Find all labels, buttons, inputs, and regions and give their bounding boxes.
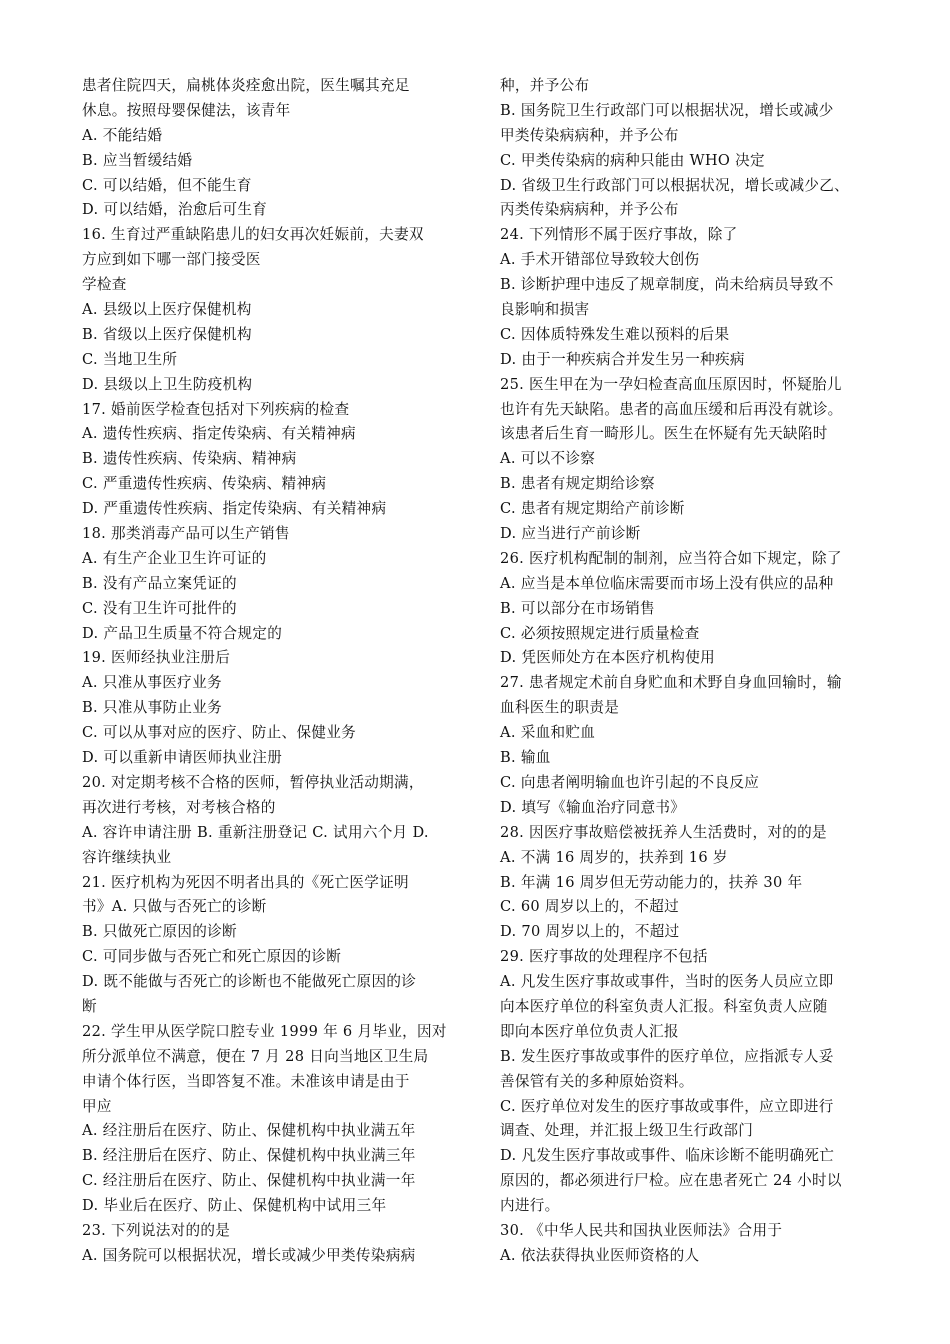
text-line: D. 凭医师处方在本医疗机构使用	[500, 649, 715, 667]
text-line: 18. 那类消毒产品可以生产销售	[82, 525, 290, 543]
text-line: 所分派单位不满意，便在 7 月 28 日向当地区卫生局	[82, 1047, 429, 1065]
text-line: 原因的，都必须进行尸检。应在患者死亡 24 小时以	[500, 1172, 842, 1190]
text-line: A. 手术开错部位导致较大创伤	[500, 251, 700, 269]
text-line: D. 既不能做与否死亡的诊断也不能做死亡原因的诊	[82, 973, 417, 991]
text-line: C. 经注册后在医疗、防止、保健机构中执业满一年	[82, 1172, 416, 1190]
text-line: D. 由于一种疾病合并发生另一种疾病	[500, 350, 745, 368]
text-line: A. 凡发生医疗事故或事件，当时的医务人员应立即	[500, 973, 834, 991]
text-line: D. 70 周岁以上的，不超过	[500, 923, 680, 941]
text-line: 容许继续执业	[82, 848, 172, 866]
text-line: D. 产品卫生质量不符合规定的	[82, 624, 283, 642]
text-line: B. 可以部分在市场销售	[500, 599, 655, 617]
text-line: D. 县级以上卫生防疫机构	[82, 375, 253, 393]
text-line: B. 应当暂缓结婚	[82, 151, 193, 169]
text-line: 断	[82, 997, 97, 1015]
text-line: A. 应当是本单位临床需要而市场上没有供应的品种	[500, 574, 834, 592]
text-line: 17. 婚前医学检查包括对下列疾病的检查	[82, 400, 350, 418]
text-line: 16. 生育过严重缺陷患儿的妇女再次妊娠前，夫妻双	[82, 226, 424, 244]
text-line: 29. 医疗事故的处理程序不包括	[500, 948, 708, 966]
text-line: A. 容许申请注册 B. 重新注册登记 C. 试用六个月 D.	[82, 823, 429, 841]
text-line: A. 县级以上医疗保健机构	[82, 301, 252, 319]
text-line: B. 只准从事防止业务	[82, 699, 223, 717]
text-line: B. 年满 16 周岁但无劳动能力的，扶养 30 年	[500, 873, 803, 891]
text-line: 血科医生的职责是	[500, 699, 620, 717]
text-line: 申请个体行医，当即答复不准。未准该申请是由于	[82, 1072, 410, 1090]
text-line: D. 填写《输血治疗同意书》	[500, 798, 686, 816]
text-line: 学检查	[82, 276, 127, 294]
text-line: C. 可以从事对应的医疗、防止、保健业务	[82, 724, 357, 742]
text-line: B. 患者有规定期给诊察	[500, 475, 655, 493]
text-line: 书》A. 只做与否死亡的诊断	[82, 898, 267, 916]
text-line: A. 可以不诊察	[500, 450, 596, 468]
text-line: D. 凡发生医疗事故或事件、临床诊断不能明确死亡	[500, 1147, 835, 1165]
text-line: B. 国务院卫生行政部门可以根据状况，增长或减少	[500, 101, 834, 119]
text-line: C. 可同步做与否死亡和死亡原因的诊断	[82, 948, 342, 966]
text-line: B. 只做死亡原因的诊断	[82, 923, 237, 941]
text-line: 再次进行考核，对考核合格的	[82, 798, 276, 816]
text-line: 也许有先天缺陷。患者的高血压缓和后再没有就诊。	[500, 400, 843, 418]
text-line: 丙类传染病病种，并予公布	[500, 201, 679, 219]
text-line: C. 60 周岁以上的，不超过	[500, 898, 679, 916]
text-line: 即向本医疗单位负责人汇报	[500, 1022, 679, 1040]
text-line: A. 经注册后在医疗、防止、保健机构中执业满五年	[82, 1122, 416, 1140]
text-line: 种，并予公布	[500, 77, 590, 94]
document-page	[0, 74, 950, 1324]
text-line: C. 当地卫生所	[82, 350, 178, 368]
text-line: 方应到如下哪一部门接受医	[82, 251, 261, 269]
text-line: C. 医疗单位对发生的医疗事故或事件，应立即进行	[500, 1097, 834, 1115]
text-line: 患者住院四天，扁桃体炎痊愈出院，医生嘱其充足	[82, 77, 410, 94]
text-line: D. 省级卫生行政部门可以根据状况，增长或减少乙、	[500, 176, 850, 194]
text-line: B. 发生医疗事故或事件的医疗单位，应指派专人妥	[500, 1047, 834, 1065]
text-line: D. 严重遗传性疾病、指定传染病、有关精神病	[82, 500, 387, 518]
text-line: A. 不能结婚	[82, 126, 163, 144]
text-line: A. 遗传性疾病、指定传染病、有关精神病	[82, 425, 356, 443]
text-line: 25. 医生甲在为一孕妇检查高血压原因时，怀疑胎儿	[500, 375, 842, 393]
text-line: D. 应当进行产前诊断	[500, 525, 641, 543]
text-line: B. 经注册后在医疗、防止、保健机构中执业满三年	[82, 1147, 416, 1165]
text-line: 调查、处理，并汇报上级卫生行政部门	[500, 1122, 754, 1140]
text-line: B. 输血	[500, 749, 551, 767]
text-line: A. 不满 16 周岁的，扶养到 16 岁	[500, 848, 728, 866]
text-line: C. 向患者阐明输血也许引起的不良反应	[500, 773, 760, 791]
text-line: 休息。按照母婴保健法，该青年	[82, 101, 291, 119]
text-line: 27. 患者规定术前自身贮血和术野自身血回输时，输	[500, 674, 842, 692]
text-line: A. 只准从事医疗业务	[82, 674, 222, 692]
text-line: 向本医疗单位的科室负责人汇报。科室负责人应随	[500, 997, 828, 1015]
text-line: 20. 对定期考核不合格的医师，暂停执业活动期满，	[82, 773, 424, 791]
text-line: C. 没有卫生许可批件的	[82, 599, 237, 617]
text-line: C. 因体质特殊发生难以预料的后果	[500, 325, 730, 343]
text-line: B. 没有产品立案凭证的	[82, 574, 237, 592]
text-line: 19. 医师经执业注册后	[82, 649, 231, 667]
text-line: 甲应	[82, 1097, 112, 1115]
text-line: C. 甲类传染病的病种只能由 WHO 决定	[500, 151, 765, 169]
text-line: A. 采血和贮血	[500, 724, 596, 742]
text-line: B. 省级以上医疗保健机构	[82, 325, 252, 343]
text-line: B. 诊断护理中违反了规章制度，尚未给病员导致不	[500, 276, 834, 294]
text-line: C. 患者有规定期给产前诊断	[500, 500, 685, 518]
text-line: 善保管有关的多种原始资料。	[500, 1072, 694, 1090]
text-line: C. 严重遗传性疾病、传染病、精神病	[82, 475, 327, 493]
text-line: 22. 学生甲从医学院口腔专业 1999 年 6 月毕业，因对	[82, 1022, 447, 1040]
text-line: A. 有生产企业卫生许可证的	[82, 549, 267, 567]
text-line: 24. 下列情形不属于医疗事故，除了	[500, 226, 738, 244]
text-line: D. 毕业后在医疗、防止、保健机构中试用三年	[82, 1197, 387, 1215]
text-line: C. 必须按照规定进行质量检查	[500, 624, 700, 642]
text-line: 28. 因医疗事故赔偿被抚养人生活费时，对的的是	[500, 823, 827, 841]
text-line: A. 国务院可以根据状况，增长或减少甲类传染病病	[82, 1246, 416, 1264]
text-line: A. 依法获得执业医师资格的人	[500, 1246, 700, 1264]
text-line: C. 可以结婚，但不能生育	[82, 176, 252, 194]
left-column	[82, 74, 466, 1269]
text-line: 甲类传染病病种，并予公布	[500, 126, 679, 144]
text-line: B. 遗传性疾病、传染病、精神病	[82, 450, 297, 468]
text-line: 该患者后生育一畸形儿。医生在怀疑有先天缺陷时	[500, 425, 828, 443]
right-column	[500, 74, 884, 1269]
text-line: D. 可以重新申请医师执业注册	[82, 749, 283, 767]
text-line: 21. 医疗机构为死因不明者出具的《死亡医学证明	[82, 873, 409, 891]
text-line: 良影响和损害	[500, 301, 590, 319]
text-line: 26. 医疗机构配制的制剂，应当符合如下规定，除了	[500, 549, 842, 567]
text-line: 30. 《中华人民共和国执业医师法》合用于	[500, 1221, 783, 1239]
text-line: D. 可以结婚，治愈后可生育	[82, 201, 268, 219]
text-line: 23. 下列说法对的的是	[82, 1221, 231, 1239]
text-line: 内进行。	[500, 1197, 560, 1215]
